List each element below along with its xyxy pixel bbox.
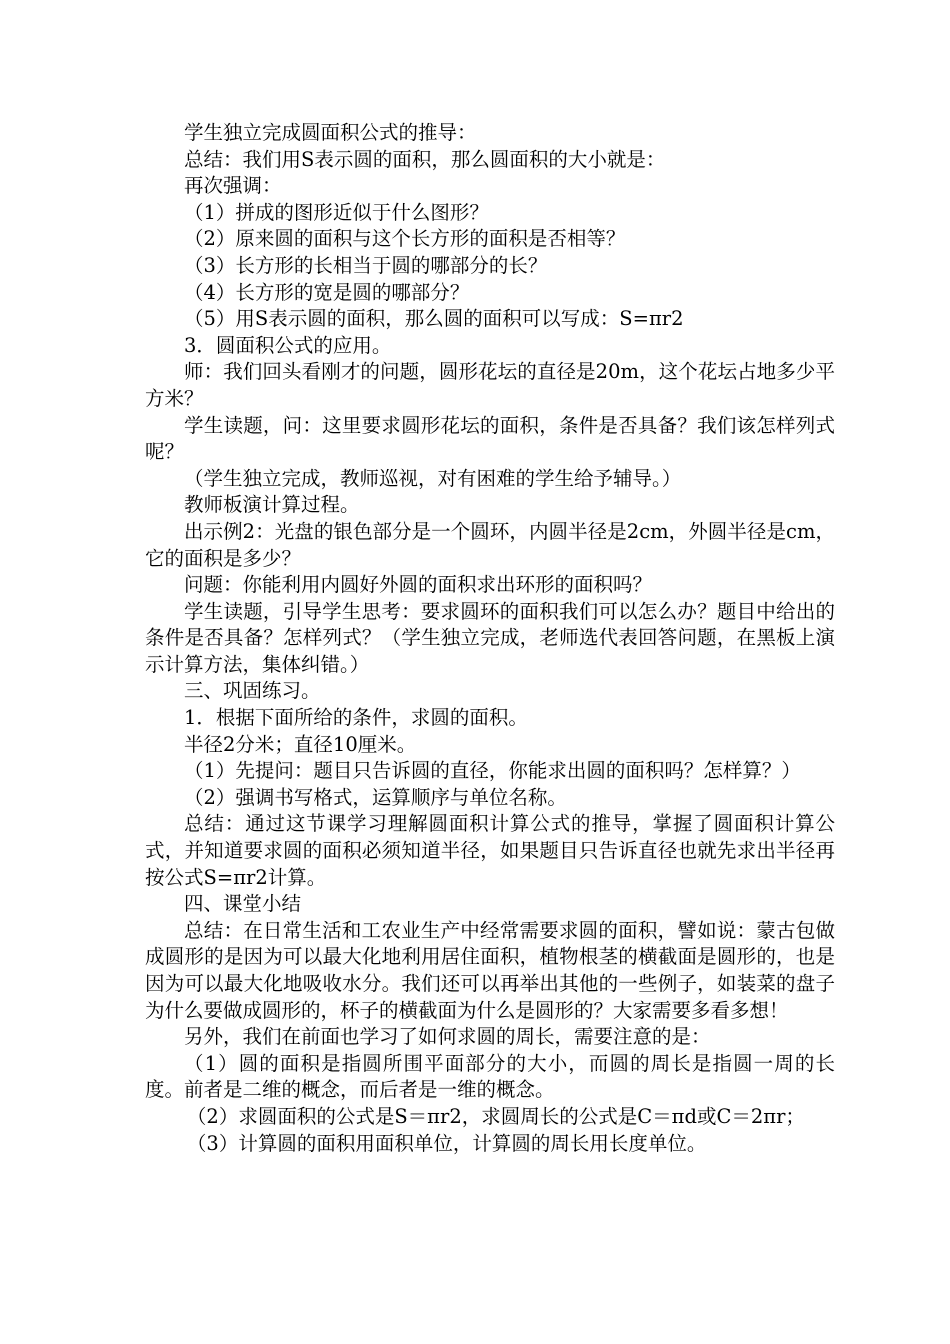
- paragraph-example-2: 出示例2：光盘的银色部分是一个圆环，内圆半径是2cm，外圆半径是cm，它的面积是多少？: [145, 519, 835, 570]
- list-item-question-3: （3）长方形的长相当于圆的哪部分的长？: [184, 253, 548, 277]
- paragraph-summary-daily-life: 总结：在日常生活和工农业生产中经常需要求圆的面积，譬如说：蒙古包做成圆形的是因为可以最大化地利用居住面积，植物根茎的横截面是圆形的，也是因为可以最大化地吸收水分。我们还可以再举出其他的一些例子，如装菜的盘子为什么要做成圆形的，杯子的横截面为什么是圆形的？大家需要多看多想！: [145, 918, 835, 1022]
- paragraph-circumference-note: 另外，我们在前面也学习了如何求圆的周长，需要注意的是：: [184, 1025, 711, 1049]
- paragraph-exercise-1: 1．根据下面所给的条件，求圆的面积。: [184, 706, 528, 730]
- paragraph-derivation-task: 学生独立完成圆面积公式的推导：: [184, 121, 477, 144]
- paragraph-summary-formula: 总结：通过这节课学习理解圆面积计算公式的推导，掌握了圆面积计算公式，并知道要求圆的面积必须知道半径，如果题目只告诉直径也就先求出半径再按公式S=πr2计算。: [145, 812, 835, 889]
- paragraph-board-demo: 教师板演计算过程。: [184, 493, 360, 517]
- section-heading-class-summary: 四、课堂小结: [184, 892, 302, 916]
- section-heading-application: 3．圆面积公式的应用。: [184, 333, 392, 357]
- paragraph-summary-area: 总结：我们用S表示圆的面积，那么圆面积的大小就是：: [184, 147, 666, 171]
- list-item-question-5: （5）用S表示圆的面积，那么圆的面积可以写成：S=πr2: [184, 307, 684, 331]
- list-item-question-2: （2）原来圆的面积与这个长方形的面积是否相等？: [184, 227, 626, 251]
- list-item-exercise-step-1: （1）先提问：题目只告诉圆的直径，你能求出圆的面积吗？怎样算？）: [184, 759, 801, 783]
- document-body: [145, 120, 835, 1157]
- list-item-note-3: （3）计算圆的面积用面积单位，计算圆的周长用长度单位。: [186, 1131, 707, 1155]
- list-item-exercise-step-2: （2）强调书写格式，运算顺序与单位名称。: [184, 785, 567, 809]
- paragraph-ring-question: 问题：你能利用内圆好外圆的面积求出环形的面积吗？: [184, 573, 653, 597]
- paragraph-emphasis: 再次强调：: [184, 174, 282, 198]
- paragraph-teacher-question: 师：我们回头看刚才的问题，圆形花坛的直径是20m，这个花坛占地多少平方米？: [145, 360, 835, 410]
- paragraph-exercise-givens: 半径2分米；直径10厘米。: [184, 732, 417, 756]
- list-item-note-2: （2）求圆面积的公式是S＝πr2，求圆周长的公式是C＝πd或C＝2πr；: [186, 1104, 805, 1128]
- paragraph-independent-work: （学生独立完成，教师巡视，对有困难的学生给予辅导。）: [184, 466, 682, 490]
- section-heading-practice: 三、巩固练习。: [184, 679, 321, 703]
- list-item-note-1: （1）圆的面积是指圆所围平面部分的大小，而圆的周长是指圆一周的长度。前者是二维的概念，而后者是一维的概念。: [145, 1051, 835, 1102]
- list-item-question-1: （1）拼成的图形近似于什么图形？: [184, 200, 489, 224]
- paragraph-guided-thinking: 学生读题，引导学生思考：要求圆环的面积我们可以怎么办？题目中给出的条件是否具备？怎样列式？（学生独立完成，老师选代表回答问题，在黑板上演示计算方法，集体纠错。）: [145, 599, 835, 676]
- paragraph-student-reading: 学生读题，问：这里要求圆形花坛的面积，条件是否具备？我们该怎样列式呢？: [145, 413, 835, 464]
- list-item-question-4: （4）长方形的宽是圆的哪部分？: [184, 280, 470, 304]
